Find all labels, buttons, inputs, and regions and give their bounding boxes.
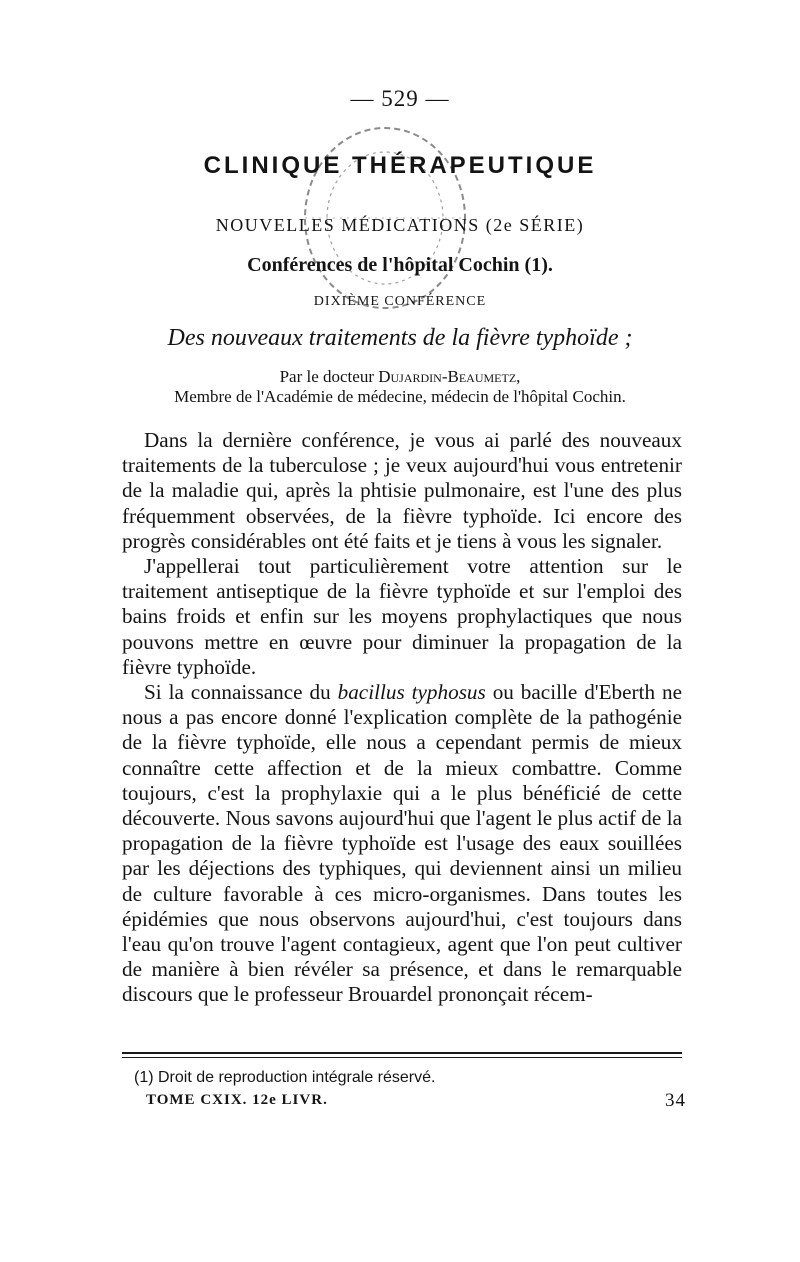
signature-number: 34 <box>665 1090 686 1111</box>
conference-number: DIXIÈME CONFÉRENCE <box>313 294 487 309</box>
paragraph <box>122 680 682 1008</box>
section-rubric: CLINIQUE THÉRAPEUTIQUE <box>203 152 597 179</box>
volume-label: TOME CXIX. 12e LIVR. <box>146 1092 328 1108</box>
footnote-rule <box>122 1052 682 1054</box>
author-affiliation: Membre de l'Académie de médecine, médecin de l'hôpital Cochin. <box>174 387 626 406</box>
byline <box>0 367 800 387</box>
paragraph-text: Si la connaissance du <box>144 680 331 705</box>
body-text <box>122 428 682 1008</box>
footnote-rule-thin <box>122 1057 682 1058</box>
byline-prefix: Par le docteur <box>279 367 374 386</box>
article-title: Des nouveaux traitements de la fièvre typhoïde ; <box>167 325 633 351</box>
author-name: Dujardin-Beaumetz, <box>378 367 521 386</box>
paragraph: J'appellerai tout particulièrement votre attention sur le traitement antiseptique de la fièvre typhoïde et sur l'emploi des bains froids et enfin sur les moyens prophylactiques que nous pouvons mettre en œuvre pour diminuer la propagation de la fièvre typhoïde. <box>122 554 682 679</box>
signature-line <box>146 1092 686 1109</box>
italic-term: bacillus typhosus <box>337 680 486 705</box>
footnote: (1) Droit de reproduction intégrale réservé. <box>134 1069 436 1086</box>
paragraph: Dans la dernière conférence, je vous ai parlé des nouveaux traitements de la tuberculose ; je veux aujourd'hui vous entretenir de la maladie qui, après la phtisie pulmonaire, est l'une des plus fréquemment observées, de la fièvre typhoïde. Ici encore des progrès considérables ont été faits et je tiens à vous les signaler. <box>122 428 682 553</box>
page-number: — 529 — <box>350 86 450 111</box>
venue-heading: Conférences de l'hôpital Cochin (1). <box>247 254 553 276</box>
paragraph-text: ou bacille d'Eberth ne nous a pas encore donné l'explication complète de la pathogénie de la fièvre typhoïde, elle nous a cependant permis de mieux connaître cette affection et de la mieux combattre. Comme toujours, c'est la prophylaxie qui a le plus bénéficié de cette découverte. Nous savons aujourd'hui que l'agent le plus actif de la propagation de la fièvre typhoïde est l'usage des eaux souillées par les déjections des typhiques, qui deviennent ainsi un milieu de culture favorable à ces micro-organismes. Dans toutes les épidémies que nous observons aujourd'hui, c'est toujours dans l'eau qu'on trouve l'agent contagieux, agent que l'on peut cultiver de manière à bien révéler sa présence, et dans le remarquable discours que le professeur Brouardel prononçait récem- <box>122 680 683 1007</box>
series-heading: NOUVELLES MÉDICATIONS (2e SÉRIE) <box>215 215 585 235</box>
